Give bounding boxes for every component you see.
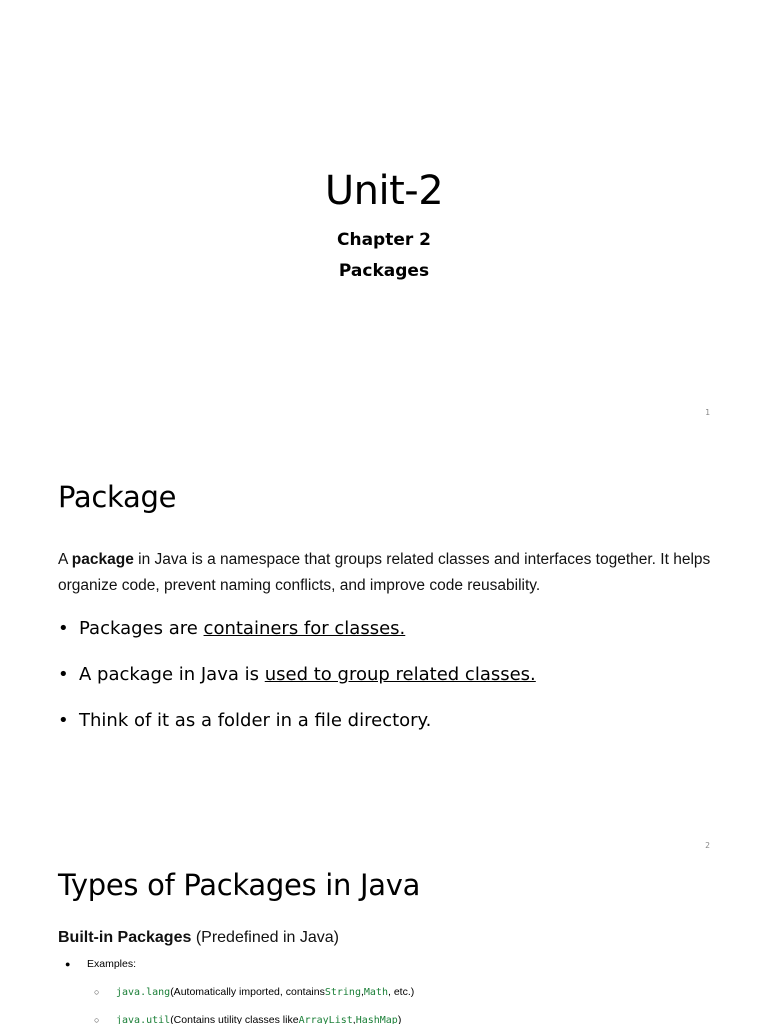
list-item [94, 986, 414, 998]
item-sep: , [352, 1014, 356, 1024]
page-number: 2 [705, 841, 710, 850]
bullet-text: Think of it as a folder in a file directory. [79, 710, 432, 731]
builtin-bold: Built-in Packages [58, 929, 192, 946]
list-item [58, 617, 536, 663]
types-slide [0, 866, 768, 1024]
list-item [58, 663, 536, 709]
item-text: ) [397, 1014, 402, 1024]
class-code: Math [363, 986, 388, 998]
bullet-text: A package in Java is [79, 664, 265, 685]
bullet-icon: • [58, 710, 69, 731]
unit-title: Unit-2 [324, 168, 444, 214]
bullet-underlined-text: used to group related classes. [264, 664, 536, 685]
builtin-heading [58, 929, 339, 947]
package-code: java.lang [116, 986, 171, 998]
circle-bullet-icon: ○ [94, 987, 100, 997]
examples-item [65, 958, 136, 970]
examples-label: Examples: [87, 958, 137, 970]
definition-paragraph [58, 547, 718, 599]
chapter-subtitle: Packages [338, 261, 430, 281]
slide-title: Package [58, 480, 177, 514]
slide-title: Types of Packages in Java [58, 868, 421, 902]
bullet-list [58, 617, 536, 755]
item-sep: , [360, 986, 364, 998]
bullet-icon: • [58, 618, 69, 639]
package-code: java.util [116, 1014, 171, 1024]
class-code: HashMap [355, 1014, 398, 1024]
para-prefix: A [58, 551, 72, 568]
para-rest: in Java is a namespace that groups related classes and interfaces together. It helps organize code, prevent naming conflicts, and improve code reusability. [58, 551, 711, 594]
chapter-label: Chapter 2 [336, 230, 431, 250]
builtin-rest: (Predefined in Java) [191, 929, 340, 946]
class-code: String [324, 986, 361, 998]
bullet-underlined-text: containers for classes. [203, 618, 406, 639]
package-slide [0, 433, 768, 866]
class-code: ArrayList [298, 1014, 353, 1024]
item-text: (Contains utility classes like [170, 1014, 299, 1024]
circle-bullet-icon: ○ [94, 1015, 100, 1024]
list-item [58, 709, 536, 755]
list-item [94, 1014, 401, 1024]
page-number: 1 [705, 408, 710, 417]
bullet-icon: • [58, 664, 69, 685]
para-bold-term: package [71, 551, 134, 568]
bullet-icon: ● [65, 959, 71, 969]
bullet-text: Packages are [79, 618, 204, 639]
item-text: (Automatically imported, contains [170, 986, 325, 998]
item-text: , etc.) [387, 986, 415, 998]
title-slide [0, 0, 768, 430]
